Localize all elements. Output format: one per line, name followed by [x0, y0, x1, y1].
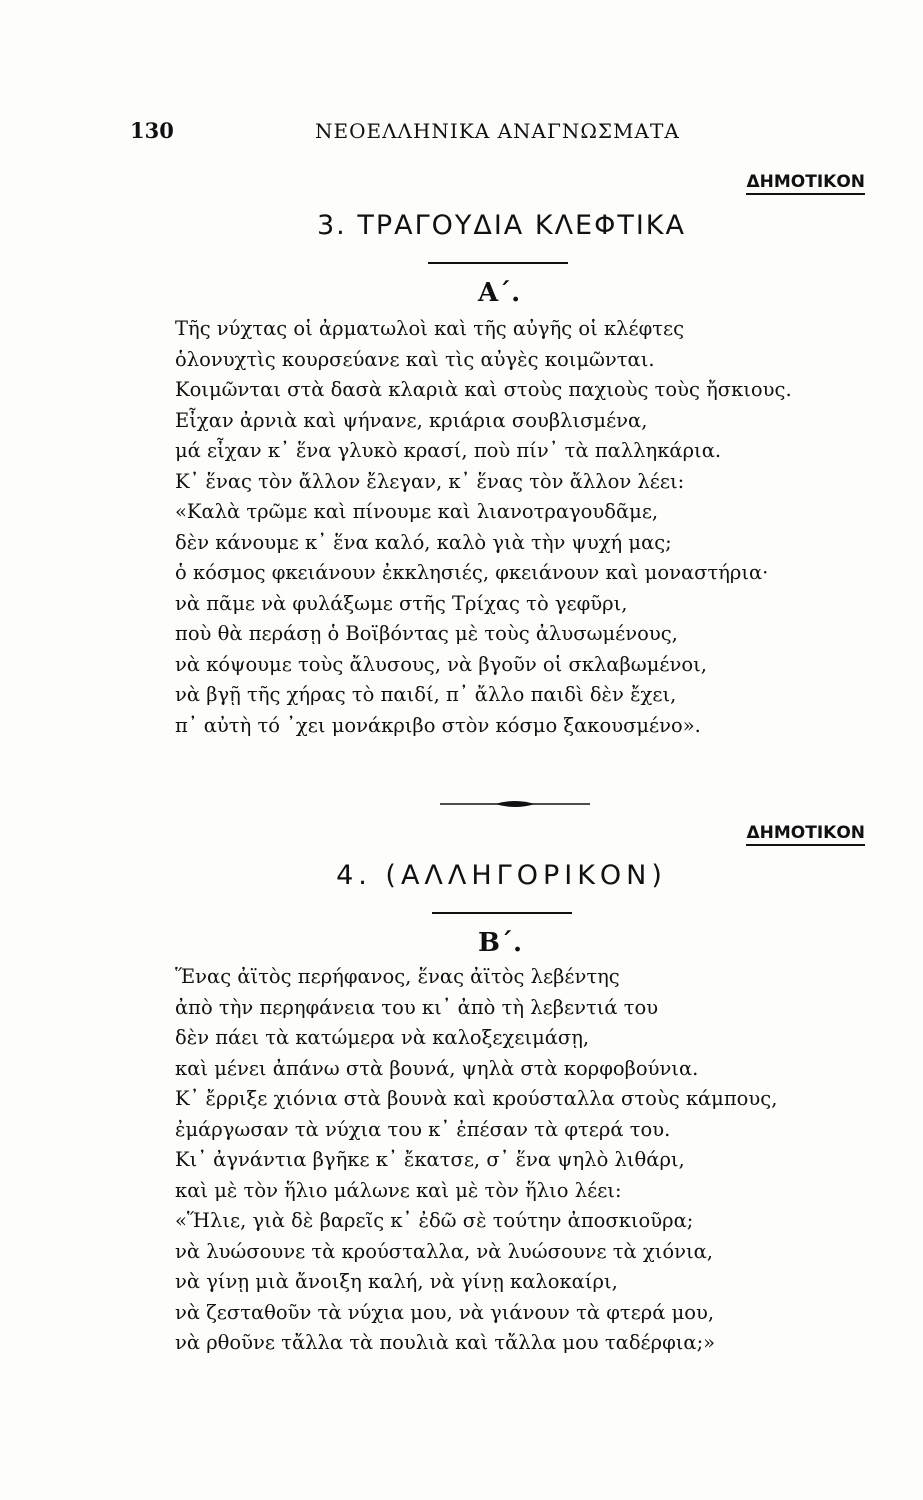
poem-line: δὲν πάει τὰ κατώμερα νὰ καλοξεχειμάσῃ,	[175, 1026, 590, 1049]
poem-line: νὰ γίνῃ μιὰ ἄνοιξη καλή, νὰ γίνῃ καλοκαίρι,	[175, 1270, 618, 1293]
poem-line: νὰ λυώσουνε τὰ κρούσταλλα, νὰ λυώσουνε τὰ χιόνια,	[175, 1239, 713, 1263]
title-rule	[428, 262, 568, 264]
poem-line: νὰ ζεσταθοῦν τὰ νύχια μου, νὰ γιάνουν τὰ φτερά μου,	[175, 1300, 715, 1324]
running-title: ΝΕΟΕΛΛΗΝΙΚΑ ΑΝΑΓΝΩΣΜΑΤΑ	[315, 119, 680, 143]
poem-line: «Ἥλιε, γιὰ δὲ βαρεῖς κ᾿ ἐδῶ σὲ τούτην ἀποσκιοῦρα;	[175, 1209, 694, 1232]
poem-line: νὰ ρθοῦνε τἄλλα τὰ πουλιὰ καὶ τἄλλα μου ταδέρφια;»	[175, 1331, 716, 1354]
poem-line: ὁ κόσμος φκειάνουν ἐκκλησιές, φκειάνουν καὶ μοναστήρια·	[175, 561, 769, 584]
poem-line: π᾿ αὐτὴ τό ᾿χει μονάκριβο στὸν κόσμο ξακουσμένο».	[175, 713, 701, 737]
poem-line: ἀπὸ τὴν περηφάνεια του κι᾿ ἀπὸ τὴ λεβεντιά του	[175, 995, 659, 1019]
poem-line: Κι᾿ ἀγνάντια βγῆκε κ᾿ ἔκατσε, σ᾿ ἕνα ψηλὸ λιθάρι,	[175, 1148, 685, 1171]
poem-line: δὲν κάνουμε κ᾿ ἕνα καλό, καλὸ γιὰ τὴν ψυχή μας;	[175, 530, 672, 554]
poem-line: Κοιμῶνται στὰ δασὰ κλαριὰ καὶ στοὺς παχιοὺς τοὺς ἤσκιους.	[175, 378, 792, 401]
poem-line: ἐμάργωσαν τὰ νύχια του κ᾿ ἐπέσαν τὰ φτερά του.	[175, 1117, 671, 1141]
part-label: Α΄.	[478, 278, 521, 308]
poem-line: Εἶχαν ἀρνιὰ καὶ ψήνανε, κριάρια σουβλισμένα,	[175, 408, 648, 432]
poem-line: ὁλονυχτὶς κουρσεύανε καὶ τὶς αὐγὲς κοιμῶνται.	[175, 347, 655, 371]
poem-line: νὰ κόψουμε τοὺς ἄλυσους, νὰ βγοῦν οἱ σκλαβωμένοι,	[175, 652, 707, 676]
poem-line: μά εἶχαν κ᾿ ἕνα γλυκὸ κρασί, ποὺ πίν᾿ τὰ παλληκάρια.	[175, 439, 722, 462]
poem-line: «Καλὰ τρῶμε καὶ πίνουμε καὶ λιανοτραγουδᾶμε,	[175, 500, 659, 523]
poem-line: ποὺ θὰ περάσῃ ὁ Βοϊβόντας μὲ τοὺς ἀλυσωμένους,	[175, 622, 678, 645]
section-title: 4. (ΑΛΛΗΓΟΡΙΚΟΝ)	[336, 860, 667, 891]
section-title: 3. ΤΡΑΓΟΥΔΙΑ ΚΛΕΦΤΙΚΑ	[317, 210, 686, 241]
title-rule	[432, 912, 572, 914]
poem-line: Κ᾿ ἔρριξε χιόνια στὰ βουνὰ καὶ κρούσταλλα στοὺς κάμπους,	[175, 1087, 778, 1110]
section-divider-ornament	[440, 798, 590, 810]
genre-tag: ΔΗΜΟΤΙΚΟΝ	[746, 172, 865, 195]
poem-line: καὶ μὲ τὸν ἥλιο μάλωνε καὶ μὲ τὸν ἥλιο λέει:	[175, 1178, 622, 1202]
page-number: 130	[130, 118, 174, 143]
poem-line: Κ᾿ ἕνας τὸν ἄλλον ἔλεγαν, κ᾿ ἕνας τὸν ἄλλον λέει:	[175, 469, 685, 493]
poem-line: νὰ πᾶμε νὰ φυλάξωμε στῆς Τρίχας τὸ γεφῦρι,	[175, 591, 628, 615]
poem-text	[175, 962, 875, 1359]
genre-tag: ΔΗΜΟΤΙΚΟΝ	[746, 823, 865, 846]
page-header	[130, 118, 690, 143]
poem-line: νὰ βγῇ τῆς χήρας τὸ παιδί, π᾿ ἄλλο παιδὶ δὲν ἔχει,	[175, 683, 677, 706]
poem-line: καὶ μένει ἀπάνω στὰ βουνά, ψηλὰ στὰ κορφοβούνια.	[175, 1056, 699, 1080]
poem-line: Τῆς νύχτας οἱ ἀρματωλοὶ καὶ τῆς αὐγῆς οἱ κλέφτες	[175, 317, 685, 340]
poem-text	[175, 314, 875, 741]
part-label: Β΄.	[478, 928, 523, 958]
poem-line: Ἕνας ἀϊτὸς περήφανος, ἕνας ἀϊτὸς λεβέντης	[175, 965, 620, 988]
